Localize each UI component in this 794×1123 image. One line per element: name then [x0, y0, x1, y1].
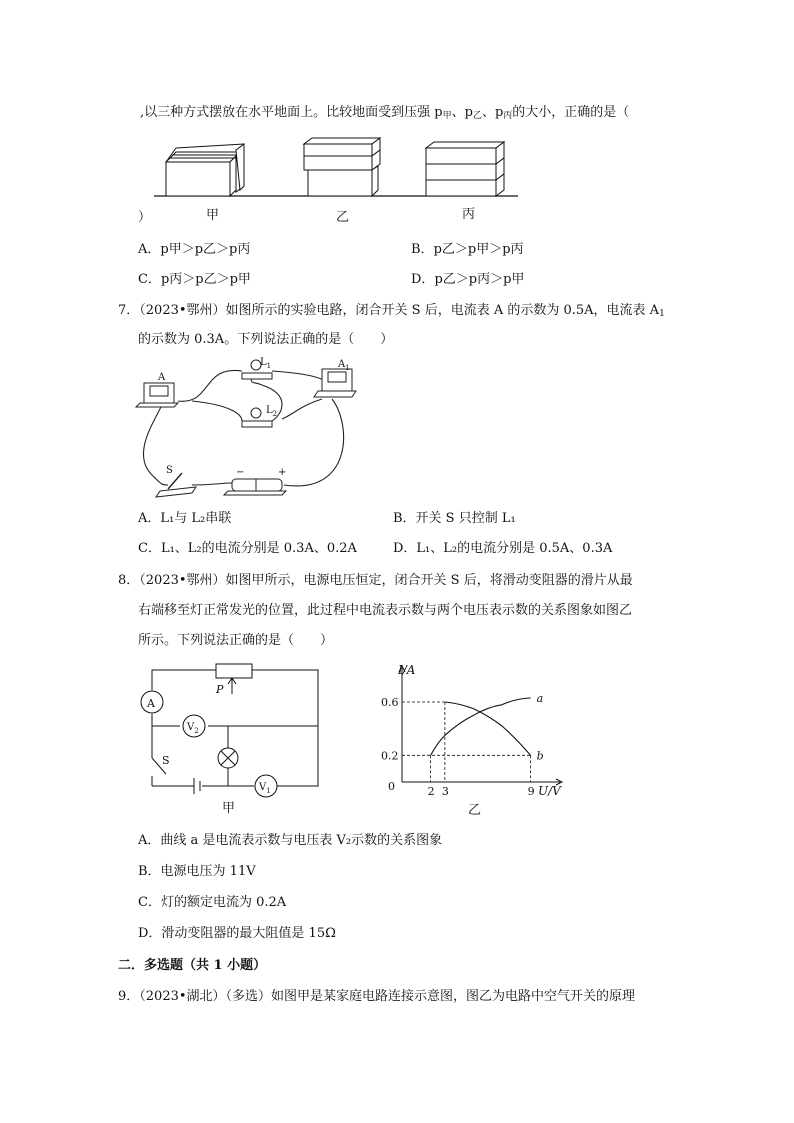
- y-axis-label: I/A: [398, 663, 416, 677]
- label-a1: $A_1$: [338, 359, 350, 372]
- q7-option-c: C．L₁、L₂的电流分别是 0.3A、0.2A: [138, 541, 357, 556]
- q9-stem-line1: 9．（2023•湖北）（多选）如图甲是某家庭电路连接示意图，图乙为电路中空气开关的原理: [118, 989, 636, 1004]
- q6-option-a: A．p甲＞p乙＞p丙: [138, 242, 251, 257]
- fig-label-jia: 甲: [206, 208, 220, 223]
- label-v1: $V_1$: [259, 782, 271, 795]
- q8-option-c: C．灯的额定电流为 0.2A: [138, 895, 287, 910]
- y-tick-label: 0.2: [381, 749, 399, 763]
- q6-bricks-figure: [150, 130, 530, 230]
- q8-stem-line1: 8．（2023•鄂州）如图甲所示，电源电压恒定，闭合开关 S 后，将滑动变阻器的滑片从最: [118, 573, 633, 588]
- label-v2: $V_2$: [187, 722, 199, 735]
- curve-a: [431, 698, 531, 755]
- fig-label-yi: 乙: [336, 210, 350, 225]
- curve-b: [445, 702, 531, 755]
- q8-stem-line2: 右端移至灯正常发光的位置，此过程中电流表示数与两个电压表示数的关系图象如图乙: [138, 603, 633, 618]
- brick-stack-bing: [426, 142, 504, 196]
- q7-stem-line1: 7．（2023•鄂州）如图所示的实验电路，闭合开关 S 后，电流表 A 的示数为 0.5A，电流表 $A_1$: [118, 303, 665, 319]
- origin-label: 0: [388, 780, 395, 793]
- fig-label-bing: 丙: [462, 207, 476, 222]
- q8-option-d: D．滑动变阻器的最大阻值是 15Ω: [138, 926, 336, 941]
- label-l1: $L_1$: [260, 357, 272, 370]
- battery-minus: −: [236, 467, 245, 478]
- caption-jia: 甲: [222, 801, 236, 816]
- q7-stem-line2: 的示数为 0.3A。下列说法正确的是（ ）: [138, 332, 394, 347]
- x-tick-label: 3: [441, 785, 449, 798]
- q8-option-b: B．电源电压为 11V: [138, 864, 256, 879]
- label-s: S: [162, 754, 170, 767]
- q7-circuit-figure: [132, 355, 372, 505]
- q7-option-b: B．开关 S 只控制 L₁: [393, 511, 516, 526]
- label-l2: $L_2$: [266, 405, 278, 418]
- lamp-icon: [218, 748, 238, 768]
- q7-option-d: D．L₁、L₂的电流分别是 0.5A、0.3A: [393, 541, 613, 556]
- q6-option-d: D．p乙＞p丙＞p甲: [411, 272, 525, 287]
- brick-stack-jia: [166, 144, 244, 196]
- ammeter-a1-icon: [314, 369, 356, 397]
- x-axis-label: U/V: [538, 784, 561, 798]
- series-label-a: a: [536, 692, 544, 705]
- battery-icon: [224, 479, 286, 495]
- x-tick-label: 2: [427, 785, 435, 798]
- q8-option-a: A．曲线 a 是电流表示数与电压表 V₂示数的关系图象: [138, 833, 443, 848]
- section-heading-multi: 二．多选题（共 1 小题）: [118, 958, 267, 973]
- switch-s-icon: [156, 473, 196, 497]
- label-p: P: [216, 683, 224, 696]
- q6-close-paren: ）: [138, 210, 152, 225]
- q8-stem-line3: 所示。下列说法正确的是（ ）: [138, 633, 334, 648]
- y-tick-label: 0.6: [381, 696, 399, 709]
- q6-option-b: B．p乙＞p甲＞p丙: [411, 242, 524, 257]
- x-tick-label: 9: [527, 785, 535, 798]
- ammeter-a-icon: [136, 383, 178, 407]
- caption-yi: 乙: [468, 803, 482, 818]
- q6-stem: ,以三种方式摆放在水平地面上。比较地面受到压强 $p_甲$、$p_乙$、$p_丙$的大小，正确的是（: [140, 105, 630, 121]
- label-a: A: [147, 697, 155, 710]
- brick-stack-yi: [304, 138, 380, 196]
- q6-option-c: C．p丙＞p乙＞p甲: [138, 272, 251, 287]
- label-a: A: [158, 372, 166, 383]
- series-label-b: b: [536, 749, 544, 763]
- q7-option-a: A．L₁与 L₂串联: [138, 511, 232, 526]
- label-s: S: [166, 465, 173, 476]
- battery-plus: +: [278, 467, 287, 478]
- q8-iu-graph: [380, 660, 580, 820]
- q8-circuit-figure: [132, 660, 332, 820]
